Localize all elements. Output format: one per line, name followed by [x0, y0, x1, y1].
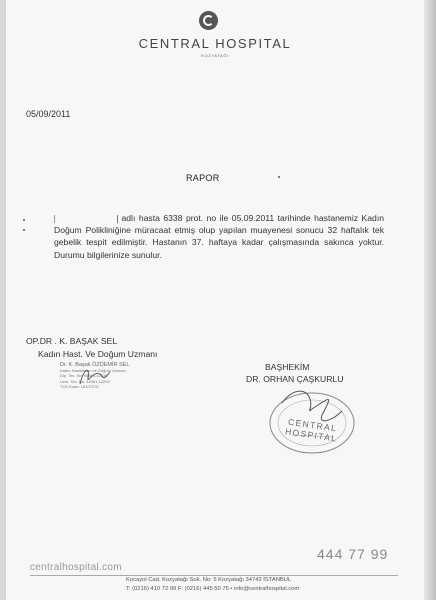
hospital-name: CENTRAL HOSPITAL [138, 36, 292, 51]
footer-address: Kocayol Cad. Kozyatağı Sok. No: 5 Kozyatağı 34742 İSTANBUL [126, 577, 292, 583]
doctor-stamp-name: Dr. K. Başak ÖZDEMİR SEL [60, 362, 130, 368]
chief-physician-title: BAŞHEKİM [265, 362, 310, 372]
doctor-title: Kadın Hast. Ve Doğum Uzmanı [38, 349, 158, 359]
footer-contact: T: (0216) 410 72 99 F: (0216) 445 50 75 • info@centralhospital.com [126, 586, 300, 592]
report-body [54, 212, 384, 261]
scan-speck [23, 229, 25, 231]
chief-physician-name: DR. ORHAN ÇAŞKURLU [246, 374, 344, 384]
scan-edge [424, 0, 436, 600]
report-date: 05/09/2011 [26, 109, 71, 119]
doctor-stamp-line: Uzm. Tes. No: 34961-12229 [60, 378, 110, 384]
hospital-logo-icon [199, 11, 218, 30]
doctor-stamp-line: Dip. Tes. No: 95861-10036 [60, 373, 108, 379]
redacted-patient-name [54, 215, 118, 223]
report-title: RAPOR [186, 173, 220, 183]
scan-speck [23, 219, 25, 221]
report-body-text: adlı hasta 6338 prot. no ile 05.09.2011 tarihinde hastanemiz Kadın Doğum Polikliniğine müracaat etmiş olup yapılan muayenesi sonucu 32 haftalık tek gebelik tespit edilmiştir. Hastanın 37. haftaya kadar çalışmasında sakınca yoktur. Durumu bilgilerinize sunulur. [54, 213, 384, 260]
doctor-name: OP.DR . K. BAŞAK SEL [26, 336, 118, 346]
doctor-stamp-line: TCK Kodu: 18107575 [60, 383, 99, 389]
report-page [6, 0, 424, 600]
scan-speck [278, 176, 280, 178]
footer-website: centralhospital.com [30, 562, 122, 573]
doctor-stamp-line: Kadın Hastalıkları ve Doğum Uzmanı [60, 368, 126, 374]
doctor-signature [76, 364, 116, 388]
footer-divider [30, 575, 398, 576]
footer-phone: 444 77 99 [317, 546, 389, 562]
hospital-location: KOZYATAĞI [201, 53, 229, 58]
round-stamp-text: CENTRAL HOSPITAL [284, 416, 339, 444]
